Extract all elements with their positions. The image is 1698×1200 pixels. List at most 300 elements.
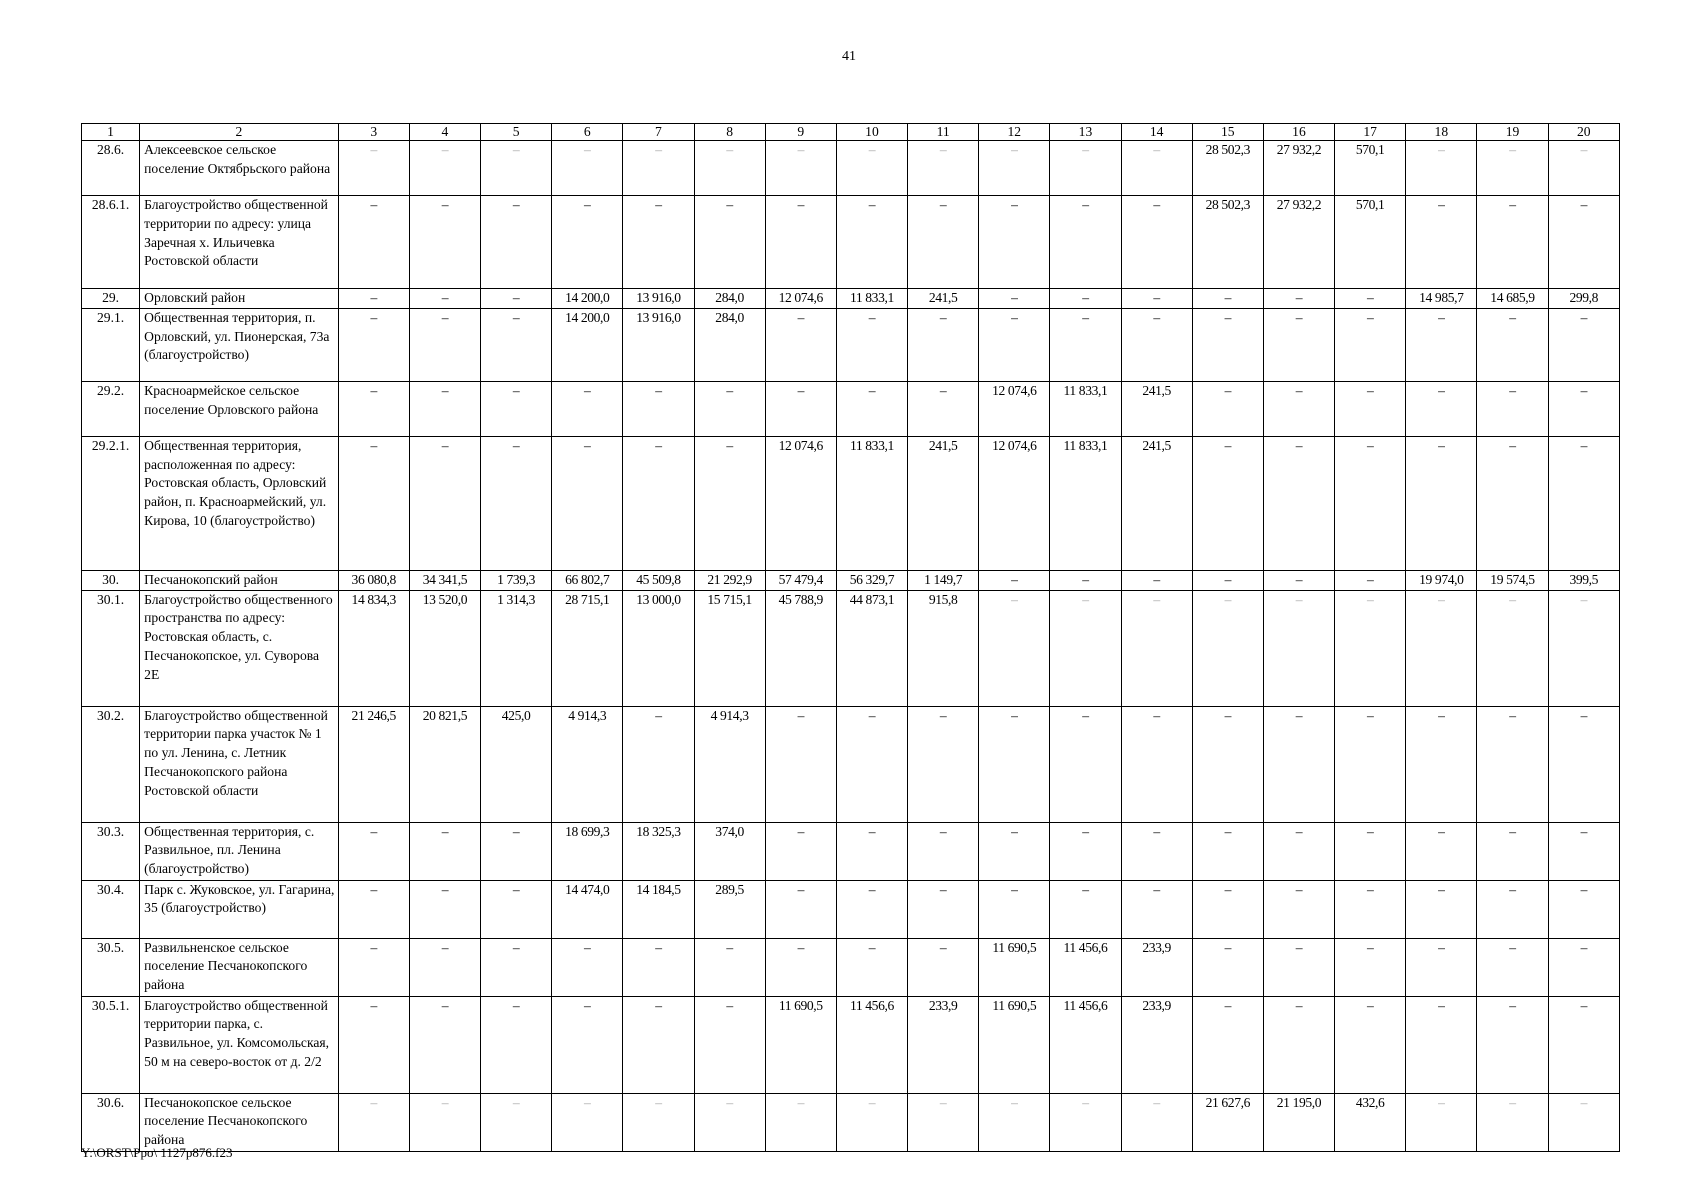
- value-cell: 34 341,5: [409, 570, 480, 590]
- value-cell: –: [1477, 196, 1548, 289]
- value-cell: 14 985,7: [1406, 289, 1477, 309]
- row-name: Общественная территория, п. Орловский, ул. Пионерская, 73а (благоустройство): [140, 308, 339, 381]
- value-cell: –: [409, 822, 480, 880]
- value-cell: –: [1263, 590, 1334, 706]
- value-cell: –: [409, 289, 480, 309]
- value-cell: –: [979, 1093, 1050, 1151]
- column-number-header: 14: [1121, 124, 1192, 141]
- value-cell: –: [1263, 880, 1334, 938]
- value-cell: –: [1406, 590, 1477, 706]
- value-cell: –: [908, 1093, 979, 1151]
- value-cell: –: [908, 141, 979, 196]
- value-cell: –: [694, 996, 765, 1093]
- value-cell: –: [1335, 289, 1406, 309]
- value-cell: 21 195,0: [1263, 1093, 1334, 1151]
- value-cell: –: [623, 436, 694, 570]
- value-cell: –: [1335, 996, 1406, 1093]
- value-cell: –: [1477, 308, 1548, 381]
- value-cell: –: [836, 196, 907, 289]
- value-cell: –: [979, 590, 1050, 706]
- value-cell: –: [552, 141, 623, 196]
- value-cell: –: [338, 1093, 409, 1151]
- value-cell: –: [979, 570, 1050, 590]
- value-cell: 915,8: [908, 590, 979, 706]
- value-cell: –: [908, 938, 979, 996]
- value-cell: –: [979, 822, 1050, 880]
- value-cell: –: [1406, 141, 1477, 196]
- value-cell: –: [1406, 1093, 1477, 1151]
- value-cell: –: [1121, 880, 1192, 938]
- value-cell: –: [1335, 590, 1406, 706]
- value-cell: –: [1050, 1093, 1121, 1151]
- value-cell: –: [552, 436, 623, 570]
- value-cell: –: [765, 381, 836, 436]
- row-number: 28.6.: [82, 141, 140, 196]
- value-cell: –: [1548, 381, 1619, 436]
- value-cell: –: [552, 996, 623, 1093]
- row-name: Благоустройство общественного пространства по адресу: Ростовская область, с. Песчанокопское, ул. Суворова 2Е: [140, 590, 339, 706]
- value-cell: –: [409, 436, 480, 570]
- column-number-header: 1: [82, 124, 140, 141]
- value-cell: –: [979, 706, 1050, 822]
- value-cell: –: [1121, 590, 1192, 706]
- value-cell: 12 074,6: [979, 381, 1050, 436]
- table-row: [82, 706, 1620, 822]
- value-cell: –: [1335, 822, 1406, 880]
- value-cell: –: [836, 822, 907, 880]
- row-number: 30.: [82, 570, 140, 590]
- row-name: Песчанокопское сельское поселение Песчанокопского района: [140, 1093, 339, 1151]
- row-number: 30.3.: [82, 822, 140, 880]
- value-cell: –: [623, 706, 694, 822]
- value-cell: –: [409, 381, 480, 436]
- column-number-header: 12: [979, 124, 1050, 141]
- row-number: 30.4.: [82, 880, 140, 938]
- value-cell: –: [338, 308, 409, 381]
- column-number-header: 2: [140, 124, 339, 141]
- value-cell: 14 474,0: [552, 880, 623, 938]
- value-cell: 425,0: [481, 706, 552, 822]
- value-cell: –: [481, 996, 552, 1093]
- value-cell: 44 873,1: [836, 590, 907, 706]
- row-number: 28.6.1.: [82, 196, 140, 289]
- value-cell: 1 149,7: [908, 570, 979, 590]
- value-cell: –: [623, 1093, 694, 1151]
- value-cell: –: [908, 880, 979, 938]
- value-cell: –: [1263, 436, 1334, 570]
- value-cell: 374,0: [694, 822, 765, 880]
- value-cell: –: [1548, 706, 1619, 822]
- table-row: [82, 938, 1620, 996]
- value-cell: –: [1050, 196, 1121, 289]
- table-row: [82, 996, 1620, 1093]
- value-cell: –: [1548, 996, 1619, 1093]
- value-cell: –: [836, 381, 907, 436]
- value-cell: –: [1335, 706, 1406, 822]
- value-cell: –: [694, 1093, 765, 1151]
- value-cell: –: [908, 822, 979, 880]
- value-cell: 45 509,8: [623, 570, 694, 590]
- column-number-header: 18: [1406, 124, 1477, 141]
- column-number-header: 17: [1335, 124, 1406, 141]
- value-cell: 28 502,3: [1192, 196, 1263, 289]
- value-cell: –: [1406, 996, 1477, 1093]
- value-cell: 233,9: [908, 996, 979, 1093]
- value-cell: 28 502,3: [1192, 141, 1263, 196]
- value-cell: –: [1263, 570, 1334, 590]
- row-name: Общественная территория, расположенная по адресу: Ростовская область, Орловский район, п. Красноармейский, ул. Кирова, 10 (благоустройство): [140, 436, 339, 570]
- value-cell: –: [338, 381, 409, 436]
- file-path-footer: Y:\ORST\Ppo\ 1127p876.f23: [81, 1145, 233, 1160]
- value-cell: 14 200,0: [552, 308, 623, 381]
- budget-table: [81, 123, 1620, 1152]
- column-number-header: 3: [338, 124, 409, 141]
- value-cell: –: [1477, 1093, 1548, 1151]
- column-number-header: 13: [1050, 124, 1121, 141]
- value-cell: 399,5: [1548, 570, 1619, 590]
- value-cell: –: [1335, 880, 1406, 938]
- value-cell: –: [409, 938, 480, 996]
- value-cell: 241,5: [908, 436, 979, 570]
- value-cell: 27 932,2: [1263, 196, 1334, 289]
- value-cell: –: [1548, 880, 1619, 938]
- value-cell: 11 456,6: [1050, 996, 1121, 1093]
- table-row: [82, 570, 1620, 590]
- column-number-header: 15: [1192, 124, 1263, 141]
- value-cell: –: [1192, 706, 1263, 822]
- value-cell: –: [1406, 822, 1477, 880]
- value-cell: –: [1548, 308, 1619, 381]
- value-cell: –: [1121, 706, 1192, 822]
- value-cell: –: [1548, 436, 1619, 570]
- table-row: [82, 880, 1620, 938]
- value-cell: 14 685,9: [1477, 289, 1548, 309]
- value-cell: –: [1050, 590, 1121, 706]
- value-cell: –: [908, 381, 979, 436]
- value-cell: –: [1263, 308, 1334, 381]
- value-cell: –: [836, 706, 907, 822]
- row-number: 30.5.: [82, 938, 140, 996]
- row-name: Благоустройство общественной территории по адресу: улица Заречная х. Ильичевка Ростовской области: [140, 196, 339, 289]
- value-cell: –: [979, 880, 1050, 938]
- value-cell: –: [552, 381, 623, 436]
- value-cell: –: [836, 141, 907, 196]
- value-cell: –: [481, 381, 552, 436]
- value-cell: 11 690,5: [979, 996, 1050, 1093]
- value-cell: 4 914,3: [694, 706, 765, 822]
- value-cell: –: [1263, 381, 1334, 436]
- value-cell: –: [1121, 570, 1192, 590]
- table-row: [82, 196, 1620, 289]
- value-cell: –: [1192, 996, 1263, 1093]
- value-cell: 11 833,1: [836, 289, 907, 309]
- value-cell: –: [1406, 880, 1477, 938]
- value-cell: –: [552, 1093, 623, 1151]
- value-cell: 12 074,6: [765, 436, 836, 570]
- value-cell: –: [481, 141, 552, 196]
- value-cell: 20 821,5: [409, 706, 480, 822]
- value-cell: 21 292,9: [694, 570, 765, 590]
- value-cell: 233,9: [1121, 938, 1192, 996]
- row-number: 29.: [82, 289, 140, 309]
- value-cell: –: [1192, 590, 1263, 706]
- value-cell: –: [694, 196, 765, 289]
- value-cell: –: [409, 880, 480, 938]
- value-cell: –: [1406, 196, 1477, 289]
- value-cell: –: [1121, 196, 1192, 289]
- value-cell: –: [1050, 141, 1121, 196]
- row-name: Песчанокопский район: [140, 570, 339, 590]
- value-cell: 12 074,6: [979, 436, 1050, 570]
- value-cell: 241,5: [908, 289, 979, 309]
- value-cell: 4 914,3: [552, 706, 623, 822]
- column-number-header: 5: [481, 124, 552, 141]
- value-cell: 11 456,6: [1050, 938, 1121, 996]
- value-cell: –: [409, 308, 480, 381]
- value-cell: 570,1: [1335, 196, 1406, 289]
- value-cell: –: [1477, 381, 1548, 436]
- table-row: [82, 308, 1620, 381]
- value-cell: 14 200,0: [552, 289, 623, 309]
- row-number: 30.6.: [82, 1093, 140, 1151]
- value-cell: 36 080,8: [338, 570, 409, 590]
- value-cell: 66 802,7: [552, 570, 623, 590]
- value-cell: 11 690,5: [979, 938, 1050, 996]
- value-cell: –: [481, 822, 552, 880]
- value-cell: –: [481, 289, 552, 309]
- value-cell: –: [908, 308, 979, 381]
- value-cell: –: [1477, 436, 1548, 570]
- value-cell: 11 833,1: [1050, 381, 1121, 436]
- value-cell: –: [765, 706, 836, 822]
- value-cell: 11 833,1: [836, 436, 907, 570]
- value-cell: 57 479,4: [765, 570, 836, 590]
- value-cell: 13 916,0: [623, 289, 694, 309]
- value-cell: –: [1192, 570, 1263, 590]
- value-cell: –: [481, 308, 552, 381]
- table-row: [82, 381, 1620, 436]
- value-cell: –: [1477, 141, 1548, 196]
- value-cell: 284,0: [694, 289, 765, 309]
- table-row: [82, 289, 1620, 309]
- value-cell: –: [765, 308, 836, 381]
- row-name: Благоустройство общественной территории парка участок № 1 по ул. Ленина, с. Летник Песчанокопского района Ростовской области: [140, 706, 339, 822]
- value-cell: –: [1477, 590, 1548, 706]
- value-cell: –: [1192, 436, 1263, 570]
- value-cell: 21 246,5: [338, 706, 409, 822]
- value-cell: –: [1192, 308, 1263, 381]
- value-cell: –: [1335, 381, 1406, 436]
- value-cell: 14 834,3: [338, 590, 409, 706]
- table-row: [82, 590, 1620, 706]
- value-cell: –: [1050, 706, 1121, 822]
- value-cell: –: [1192, 938, 1263, 996]
- row-name: Благоустройство общественной территории парка, с. Развильное, ул. Комсомольская, 50 м на северо-восток от д. 2/2: [140, 996, 339, 1093]
- value-cell: 233,9: [1121, 996, 1192, 1093]
- row-name: Общественная территория, с. Развильное, пл. Ленина (благоустройство): [140, 822, 339, 880]
- value-cell: 241,5: [1121, 436, 1192, 570]
- value-cell: –: [1477, 880, 1548, 938]
- column-number-header: 10: [836, 124, 907, 141]
- row-name: Красноармейское сельское поселение Орловского района: [140, 381, 339, 436]
- value-cell: –: [1406, 938, 1477, 996]
- value-cell: –: [765, 822, 836, 880]
- value-cell: 11 833,1: [1050, 436, 1121, 570]
- row-number: 30.2.: [82, 706, 140, 822]
- value-cell: –: [623, 141, 694, 196]
- value-cell: –: [1335, 308, 1406, 381]
- value-cell: –: [1192, 381, 1263, 436]
- value-cell: 289,5: [694, 880, 765, 938]
- value-cell: –: [338, 996, 409, 1093]
- value-cell: 15 715,1: [694, 590, 765, 706]
- value-cell: –: [765, 196, 836, 289]
- value-cell: 284,0: [694, 308, 765, 381]
- value-cell: –: [1050, 822, 1121, 880]
- value-cell: –: [765, 880, 836, 938]
- value-cell: –: [1548, 1093, 1619, 1151]
- value-cell: 18 699,3: [552, 822, 623, 880]
- value-cell: –: [979, 196, 1050, 289]
- value-cell: –: [979, 141, 1050, 196]
- value-cell: –: [1121, 308, 1192, 381]
- table-row: [82, 436, 1620, 570]
- value-cell: –: [338, 880, 409, 938]
- column-number-header: 11: [908, 124, 979, 141]
- value-cell: –: [836, 1093, 907, 1151]
- value-cell: 241,5: [1121, 381, 1192, 436]
- value-cell: 19 974,0: [1406, 570, 1477, 590]
- value-cell: 432,6: [1335, 1093, 1406, 1151]
- value-cell: –: [338, 436, 409, 570]
- column-number-header: 9: [765, 124, 836, 141]
- value-cell: –: [623, 381, 694, 436]
- value-cell: 13 520,0: [409, 590, 480, 706]
- value-cell: 13 916,0: [623, 308, 694, 381]
- value-cell: –: [1050, 570, 1121, 590]
- value-cell: –: [338, 938, 409, 996]
- value-cell: 299,8: [1548, 289, 1619, 309]
- value-cell: –: [836, 308, 907, 381]
- value-cell: –: [1477, 938, 1548, 996]
- value-cell: –: [979, 308, 1050, 381]
- value-cell: –: [409, 196, 480, 289]
- value-cell: –: [979, 289, 1050, 309]
- value-cell: 45 788,9: [765, 590, 836, 706]
- value-cell: –: [1548, 196, 1619, 289]
- value-cell: –: [908, 196, 979, 289]
- value-cell: –: [1548, 141, 1619, 196]
- value-cell: –: [338, 141, 409, 196]
- value-cell: –: [1263, 938, 1334, 996]
- value-cell: 13 000,0: [623, 590, 694, 706]
- value-cell: 18 325,3: [623, 822, 694, 880]
- value-cell: 11 456,6: [836, 996, 907, 1093]
- table-row: [82, 822, 1620, 880]
- row-number: 29.1.: [82, 308, 140, 381]
- value-cell: –: [1121, 141, 1192, 196]
- value-cell: –: [1335, 570, 1406, 590]
- value-cell: –: [338, 196, 409, 289]
- value-cell: –: [1406, 436, 1477, 570]
- value-cell: –: [1335, 436, 1406, 570]
- column-number-header: 19: [1477, 124, 1548, 141]
- row-name: Развильненское сельское поселение Песчанокопского района: [140, 938, 339, 996]
- value-cell: –: [1548, 938, 1619, 996]
- value-cell: –: [623, 938, 694, 996]
- value-cell: –: [1477, 996, 1548, 1093]
- column-number-header: 7: [623, 124, 694, 141]
- row-name: Алексеевское сельское поселение Октябрьского района: [140, 141, 339, 196]
- value-cell: –: [1121, 822, 1192, 880]
- value-cell: 570,1: [1335, 141, 1406, 196]
- column-number-header: 20: [1548, 124, 1619, 141]
- value-cell: –: [481, 436, 552, 570]
- value-cell: –: [1050, 880, 1121, 938]
- value-cell: –: [1477, 822, 1548, 880]
- value-cell: 21 627,6: [1192, 1093, 1263, 1151]
- value-cell: –: [1192, 822, 1263, 880]
- value-cell: –: [1121, 1093, 1192, 1151]
- value-cell: –: [1050, 308, 1121, 381]
- value-cell: –: [1192, 289, 1263, 309]
- row-number: 30.5.1.: [82, 996, 140, 1093]
- value-cell: –: [1548, 590, 1619, 706]
- value-cell: –: [1263, 822, 1334, 880]
- row-name: Орловский район: [140, 289, 339, 309]
- column-number-header: 6: [552, 124, 623, 141]
- column-number-header: 16: [1263, 124, 1334, 141]
- value-cell: –: [1263, 996, 1334, 1093]
- value-cell: 12 074,6: [765, 289, 836, 309]
- value-cell: –: [765, 1093, 836, 1151]
- value-cell: –: [409, 996, 480, 1093]
- value-cell: –: [694, 141, 765, 196]
- value-cell: –: [1406, 706, 1477, 822]
- value-cell: –: [409, 141, 480, 196]
- value-cell: –: [765, 938, 836, 996]
- column-number-header: 8: [694, 124, 765, 141]
- row-number: 29.2.1.: [82, 436, 140, 570]
- row-name: Парк с. Жуковское, ул. Гагарина, 35 (благоустройство): [140, 880, 339, 938]
- value-cell: –: [836, 880, 907, 938]
- value-cell: –: [1263, 706, 1334, 822]
- table-row: [82, 141, 1620, 196]
- value-cell: –: [552, 938, 623, 996]
- value-cell: –: [409, 1093, 480, 1151]
- value-cell: –: [1548, 822, 1619, 880]
- value-cell: –: [694, 381, 765, 436]
- page-number: 41: [842, 49, 856, 64]
- value-cell: –: [1121, 289, 1192, 309]
- value-cell: –: [481, 938, 552, 996]
- value-cell: 56 329,7: [836, 570, 907, 590]
- row-number: 30.1.: [82, 590, 140, 706]
- value-cell: –: [338, 822, 409, 880]
- value-cell: –: [694, 436, 765, 570]
- value-cell: –: [338, 289, 409, 309]
- value-cell: –: [623, 196, 694, 289]
- value-cell: –: [1406, 308, 1477, 381]
- value-cell: –: [908, 706, 979, 822]
- value-cell: –: [481, 880, 552, 938]
- value-cell: 28 715,1: [552, 590, 623, 706]
- value-cell: –: [552, 196, 623, 289]
- value-cell: –: [1050, 289, 1121, 309]
- value-cell: 14 184,5: [623, 880, 694, 938]
- value-cell: –: [1263, 289, 1334, 309]
- column-number-header: 4: [409, 124, 480, 141]
